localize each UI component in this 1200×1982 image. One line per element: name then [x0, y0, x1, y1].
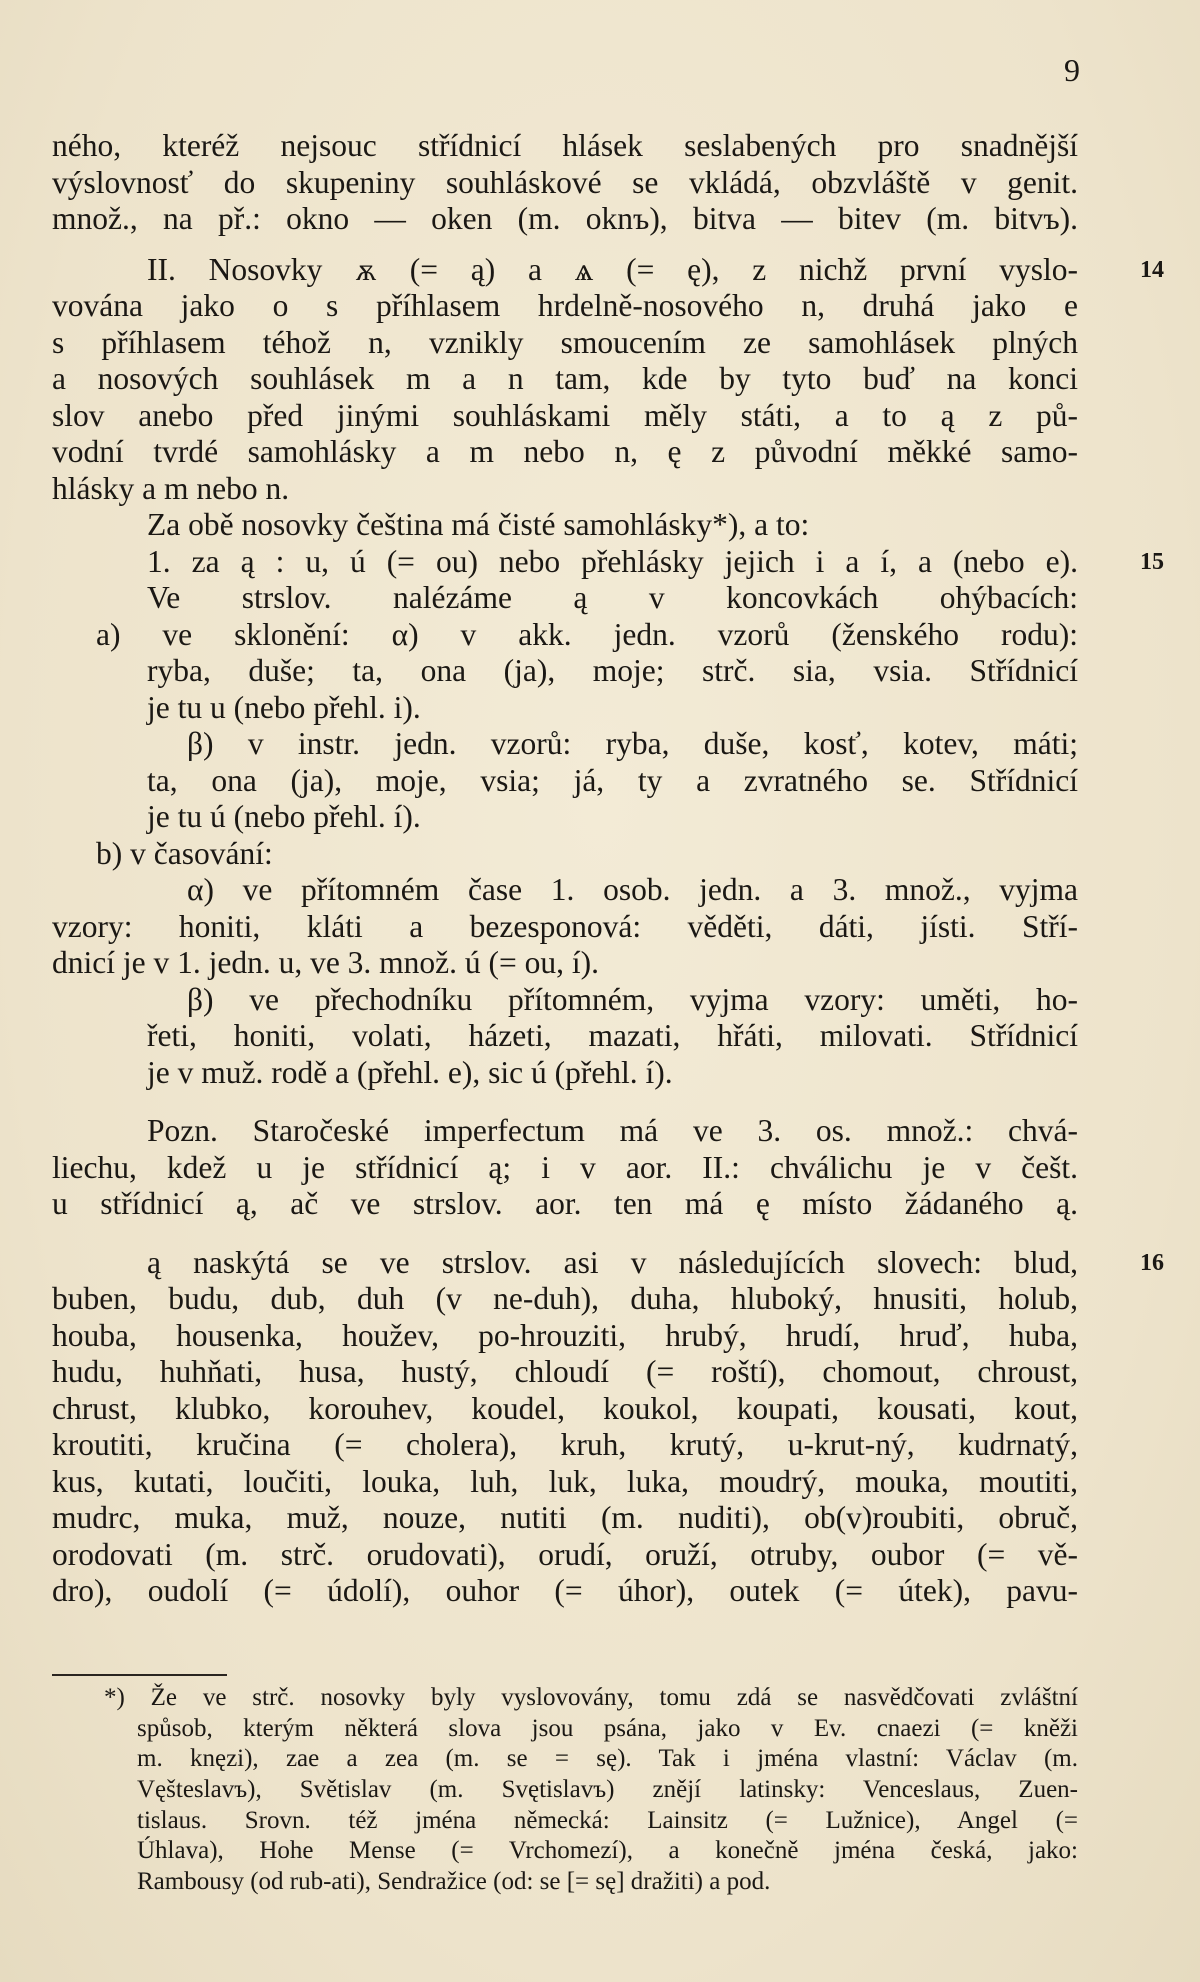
text-line: vována jako o s příhlasem hrdelně-nosového n, druhá jako e	[52, 288, 1078, 323]
margin-number-15: 15	[1140, 548, 1164, 575]
text-line: a nosových souhlásek m a n tam, kde by tyto buď na konci	[52, 361, 1078, 396]
text-line: je tu u (nebo přehl. i).	[147, 689, 421, 725]
text-line: β) v instr. jedn. vzorů: ryba, duše, kosť, kotev, máti;	[187, 726, 1078, 761]
margin-number-16: 16	[1140, 1249, 1164, 1276]
page-number: 9	[1064, 52, 1080, 88]
text-line: vzory: honiti, kláti a bezesponová: věděti, dáti, jísti. Stří-	[52, 908, 1078, 944]
text-line: s příhlasem téhož n, vznikly smoucením ze samohlásek plných	[52, 324, 1078, 360]
footnote-line: Úhlava), Hohe Mense (= Vrchomezí), a konečně jména česká, jako:	[137, 1837, 1078, 1865]
text-line: je v muž. rodě a (přehl. e), sic ú (přehl. í).	[147, 1054, 673, 1090]
text-line: α) ve přítomném čase 1. osob. jedn. a 3. množ., vyjma	[187, 872, 1078, 907]
main-text	[52, 128, 1164, 1610]
text-line: ného, kteréž nejsouc střídnicí hlásek seslabených pro snadnější	[52, 128, 1078, 163]
footnotes	[52, 1683, 1078, 1898]
footnote-line: Vęšteslavъ), Světislav (m. Svętislavъ) znějí latinsky: Venceslaus, Zuen-	[137, 1776, 1078, 1804]
text-line: houba, housenka, houžev, po-hrouziti, hrubý, hrudí, hruď, huba,	[52, 1317, 1078, 1353]
text-line: Pozn. Staročeské imperfectum má ve 3. os. množ.: chvá-	[147, 1113, 1078, 1148]
text-line: b) v časování:	[96, 835, 273, 871]
text-line: kroutiti, kručina (= cholera), kruh, krutý, u-krut-ný, kudrnatý,	[52, 1427, 1078, 1462]
text-line: Za obě nosovky čeština má čisté samohlásky*), a to:	[147, 507, 810, 542]
footnote-rule	[52, 1674, 227, 1676]
text-line: dnicí je v 1. jedn. u, ve 3. množ. ú (= ou, í).	[52, 945, 600, 980]
text-line	[52, 543, 1164, 581]
paragraph-16-start: ą naskýtá se ve strslov. asi v následujících slovech: blud,	[147, 1244, 1078, 1280]
text-line	[52, 1244, 1164, 1282]
text-line: orodovati (m. strč. orudovati), orudí, oruží, otruby, oubor (= vě-	[52, 1536, 1078, 1572]
text-line: množ., na př.: okno — oken (m. oknъ), bitva — bitev (m. bitvъ).	[52, 201, 1078, 236]
text-line: slov anebo před jinými souhláskami měly státi, a to ą z pů-	[52, 397, 1078, 433]
text-line: výslovnosť do skupeniny souhláskové se vkládá, obzvláště v genit.	[52, 164, 1078, 200]
text-line: liechu, kdež u je střídnicí ą; i v aor. II.: chválichu je v češt.	[52, 1149, 1078, 1185]
text-line: ryba, duše; ta, ona (ja), moje; strč. sia, vsia. Střídnicí	[147, 653, 1078, 688]
footnote-line: m. knęzi), zae a zea (m. se = sę). Tak i jména vlastní: Václav (m.	[137, 1745, 1078, 1773]
text-line: řeti, honiti, volati, házeti, mazati, hřáti, milovati. Střídnicí	[147, 1018, 1078, 1053]
text-line: vodní tvrdé samohlásky a m nebo n, ę z původní měkké samo-	[52, 434, 1078, 469]
text-line: chrust, klubko, korouhev, koudel, koukol, koupati, kousati, kout,	[52, 1390, 1078, 1426]
paragraph-ii-start: II. Nosovky ѫ (= ą) a ѧ (= ę), z nichž první vyslo-	[147, 251, 1078, 287]
footnote-line: tislaus. Srovn. též jména německá: Lainsitz (= Lužnice), Angel (=	[137, 1806, 1078, 1834]
text-line	[52, 251, 1164, 289]
text-line: Ve strslov. nalézáme ą v koncovkách ohýbacích:	[147, 580, 1078, 615]
footnote-line: *) Že ve strč. nosovky byly vyslovovány, tomu zdá se nasvědčovati zvláštní	[104, 1684, 1078, 1711]
text-line: buben, budu, dub, duh (v ne-duh), duha, hluboký, hnusiti, holub,	[52, 1281, 1078, 1316]
text-line: a) ve sklonění: α) v akk. jedn. vzorů (ženského rodu):	[96, 616, 1078, 652]
rule-1: 1. za ą : u, ú (= ou) nebo přehlásky jejich i a í, a (nebo e).	[147, 543, 1078, 579]
text-line: ta, ona (ja), moje, vsia; já, ty a zvratného se. Střídnicí	[147, 762, 1078, 798]
text-line: je tu ú (nebo přehl. í).	[147, 799, 421, 834]
text-line: kus, kutati, loučiti, louka, luh, luk, luka, moudrý, mouka, moutiti,	[52, 1463, 1078, 1499]
text-line: mudrc, muka, muž, nouze, nutiti (m. nuditi), ob(v)roubiti, obruč,	[52, 1500, 1078, 1535]
text-line: hlásky a m nebo n.	[52, 470, 290, 506]
text-line: u střídnicí ą, ač ve strslov. aor. ten má ę místo žádaného ą.	[52, 1186, 1078, 1221]
text-line: hudu, huhňati, husa, hustý, chloudí (= roští), chomout, chroust,	[52, 1354, 1078, 1389]
footnote-line: Rambousy (od rub-ati), Sendražice (od: se [= sę] dražiti) a pod.	[137, 1868, 771, 1896]
footnote-line: spůsob, kterým některá slova jsou psána, jako v Ev. cnaezi (= kněži	[137, 1714, 1078, 1742]
text-line: dro), oudolí (= údolí), ouhor (= úhor), outek (= útek), pavu-	[52, 1573, 1078, 1608]
margin-number-14: 14	[1140, 256, 1164, 283]
text-line: β) ve přechodníku přítomném, vyjma vzory: uměti, ho-	[187, 981, 1078, 1017]
